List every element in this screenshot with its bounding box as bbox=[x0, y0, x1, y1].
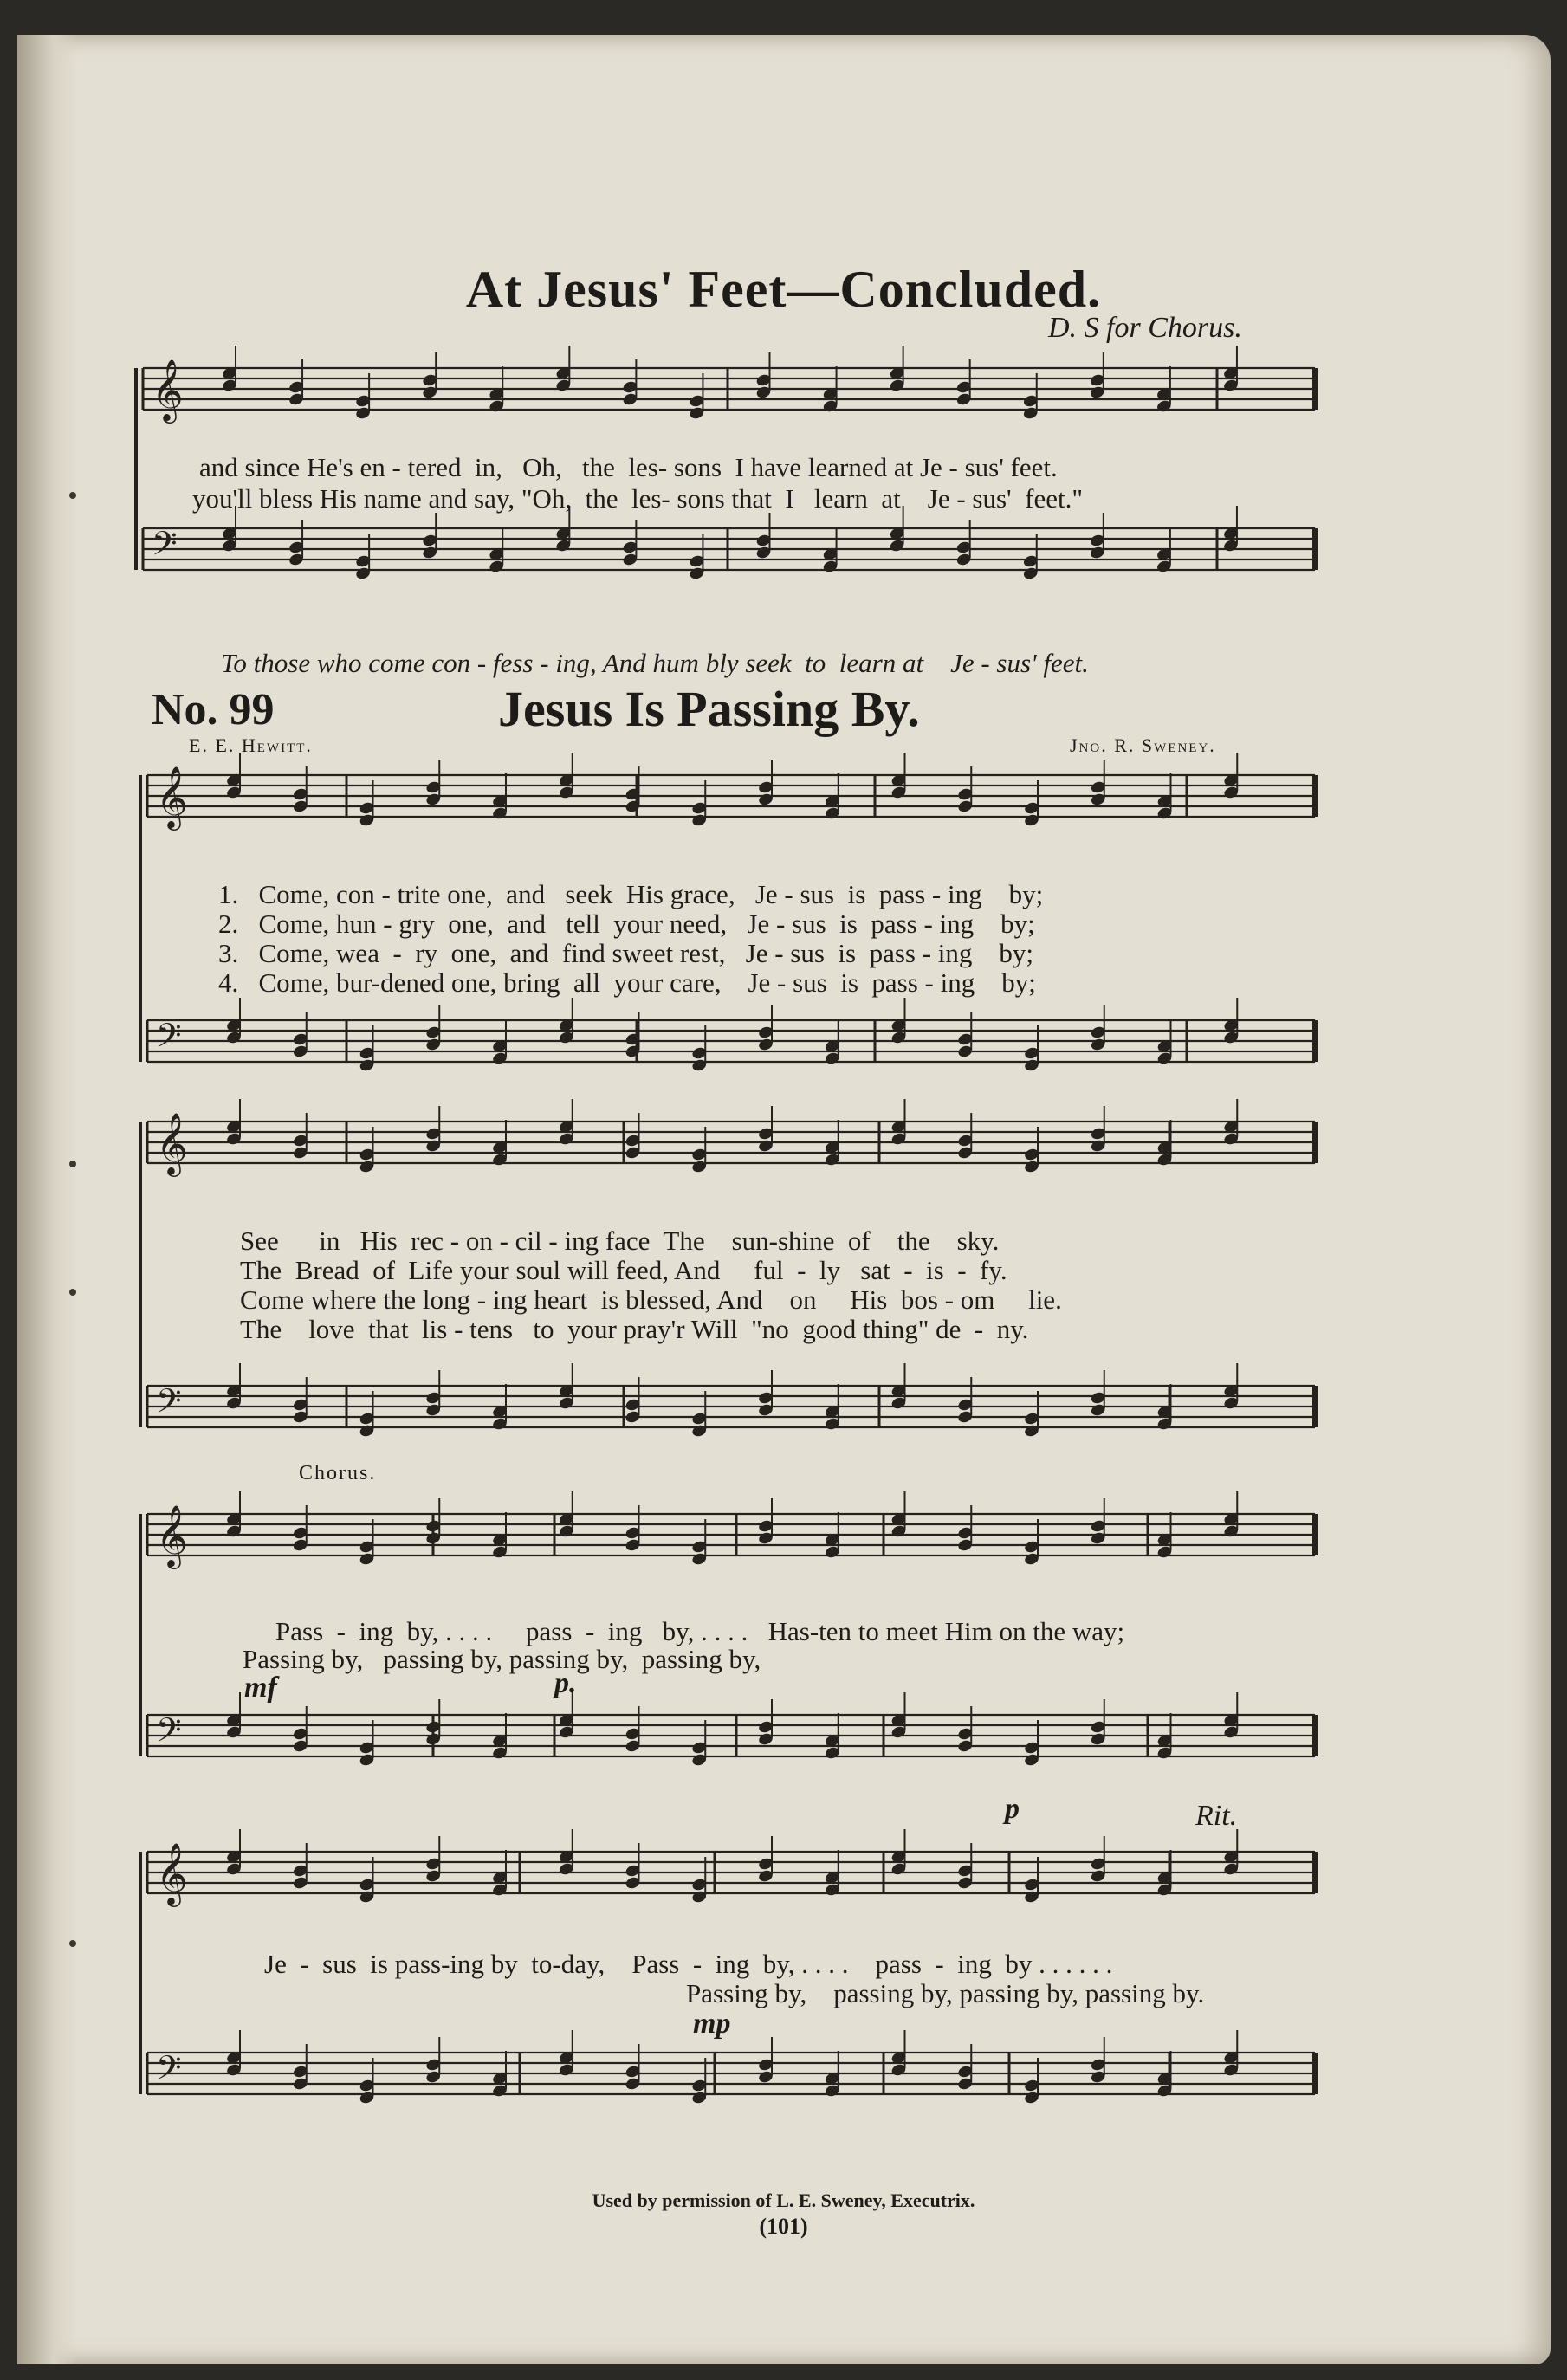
verse-line: 4. Come, bur-dened one, bring all your care, Je - sus is pass - ing by; bbox=[218, 967, 1036, 998]
author-credit: E. E. Hewitt. bbox=[189, 734, 313, 756]
treble-clef: 𝄞 bbox=[156, 1111, 188, 1174]
prev-lyric-line-1: and since He's en - tered in, Oh, the les- sons I have learned at Je - sus' feet. bbox=[199, 452, 1058, 482]
section-title: At Jesus' Feet—Concluded. bbox=[465, 261, 1102, 318]
verse-line: 2. Come, hun - gry one, and tell your need, Je - sus is pass - ing by; bbox=[218, 909, 1035, 939]
treble-clef: 𝄞 bbox=[156, 1841, 188, 1905]
verse-line: Come where the long - ing heart is blessed, And on His bos - om lie. bbox=[240, 1284, 1062, 1315]
bass-clef: 𝄢 bbox=[156, 1016, 182, 1063]
bass-clef: 𝄢 bbox=[152, 524, 178, 571]
treble-clef: 𝄞 bbox=[156, 765, 188, 828]
chorus-lyric-line: Je - sus is pass-ing by to-day, Pass - ing by, . . . . pass - ing by . . . . . . bbox=[264, 1949, 1113, 1979]
ds-marking: D. S for Chorus. bbox=[1048, 312, 1242, 344]
treble-clef: 𝄞 bbox=[152, 358, 184, 421]
hymn-title: Jesus Is Passing By. bbox=[498, 681, 920, 737]
dynamic-p: p bbox=[1005, 1793, 1020, 1825]
dynamic-p: p. bbox=[554, 1667, 577, 1699]
verse-line: 3. Come, wea - ry one, and find sweet rest, Je - sus is pass - ing by; bbox=[218, 938, 1034, 968]
permission-note: Used by permission of L. E. Sweney, Executrix. bbox=[592, 2189, 975, 2211]
chorus-lyric-line: Passing by, passing by, passing by, passing by. bbox=[686, 1978, 1205, 2008]
treble-clef: 𝄞 bbox=[156, 1504, 188, 1567]
bass-clef: 𝄢 bbox=[156, 1711, 182, 1757]
verse-line: The Bread of Life your soul will feed, And ful - ly sat - is - fy. bbox=[240, 1255, 1007, 1285]
verse-line: See in His rec - on - cil - ing face The sun-shine of the sky. bbox=[240, 1226, 1000, 1256]
bass-clef: 𝄢 bbox=[156, 1381, 182, 1428]
prev-lyric-line-2: you'll bless His name and say, "Oh, the les- sons that I learn at Je - sus' feet." bbox=[192, 483, 1083, 514]
chorus-label: Chorus. bbox=[299, 1462, 377, 1484]
bass-clef: 𝄢 bbox=[156, 2048, 182, 2095]
chorus-lyric-line: Passing by, passing by, passing by, passing by, bbox=[243, 1644, 761, 1674]
dynamic-mf: mf bbox=[244, 1672, 277, 1704]
verse-line: The love that lis - tens to your pray'r Will "no good thing" de - ny. bbox=[240, 1314, 1029, 1344]
composer-credit: Jno. R. Sweney. bbox=[1070, 734, 1216, 756]
chorus-lyric-line: Pass - ing by, . . . . pass - ing by, . . . . Has-ten to meet Him on the way; bbox=[275, 1616, 1125, 1646]
page-number: (101) bbox=[759, 2214, 808, 2239]
dynamic-mp: mp bbox=[693, 2008, 731, 2040]
hymn-number: No. 99 bbox=[152, 685, 275, 734]
ritardando-marking: Rit. bbox=[1195, 1800, 1238, 1832]
verse-line: 1. Come, con - trite one, and seek His grace, Je - sus is pass - ing by; bbox=[218, 879, 1044, 909]
prev-lyric-line-3: To those who come con - fess - ing, And hum bly seek to learn at Je - sus' feet. bbox=[221, 648, 1089, 678]
